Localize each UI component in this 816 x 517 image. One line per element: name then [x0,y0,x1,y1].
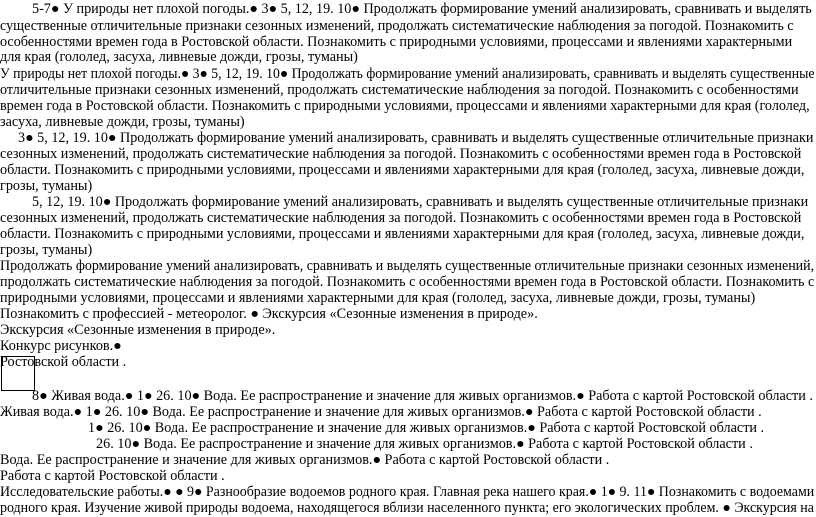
text-line: сезонных изменений, продолжать систематические наблюдения за погодой. Познакомить с особенностями времен года в Ростовской [0,146,802,162]
text-line: Конкурс рисунков.● [0,338,122,354]
text-line: области. Познакомить с природными условиями, процессами и явлениями характерными для края (гололед, засуха, ливневые дожди, [0,226,805,242]
text-line: засуха, ливневые дожди, грозы, туманы) [0,114,245,130]
text-line: Живая вода.● 1● 26. 10● Вода. Ее распространение и значение для живых организмов.● Работа с картой Ростовской области . [0,404,762,420]
text-line: Вода. Ее распространение и значение для живых организмов.● Работа с картой Ростовской области . [0,452,610,468]
text-line: Исследовательские работы.● ● 9● Разнообразие водоемов родного края. Главная река нашего края.● 1● 9. 11● Познакомить с водоемами [0,484,815,500]
text-line: У природы нет плохой погоды.● 3● 5, 12, 19. 10● Продолжать формирование умений анализировать, сравнивать и выделять существенные [0,66,815,82]
text-line: грозы, туманы) [0,242,93,258]
text-line: 3● 5, 12, 19. 10● Продолжать формирование умений анализировать, сравнивать и выделять существенные отличительные признаки [18,130,814,146]
text-line: особенностями времен года в Ростовской области. Познакомить с природными условиями, процессами и явлениями характерными [0,34,793,50]
text-line: 1● 26. 10● Вода. Ее распространение и значение для живых организмов.● Работа с картой Ростовской области . [88,420,765,436]
text-line: существенные отличительные признаки сезонных изменений, продолжать систематические наблюдения за погодой. Познакомить с [0,18,794,34]
text-line: Экскурсия «Сезонные изменения в природе». [0,322,276,338]
text-line: сезонных изменений, продолжать систематические наблюдения за погодой. Познакомить с особенностями времен года в Ростовской [0,210,802,226]
text-line: Продолжать формирование умений анализировать, сравнивать и выделять существенные отличительные признаки сезонных изменений, [0,258,815,274]
text-line: времен года в Ростовской области. Познакомить с природными условиями, процессами и явлениями характерными для края (гололед, [0,98,810,114]
text-line: Ростовской области . [0,354,127,370]
empty-picture-frame [1,356,35,391]
text-line: продолжать систематические наблюдения за погодой. Познакомить с особенностями времен года в Ростовской области. Познакомить с [0,274,815,290]
text-line: родного края. Изучение живой природы водоема, находящегося вблизи населенного пункта; его экологических проблем. ● Экскурсия на [0,500,814,516]
text-line: отличительные признаки сезонных изменений, продолжать систематические наблюдения за погодой. Познакомить с особенностями [0,82,799,98]
text-line: для края (гололед, засуха, ливневые дожди, грозы, туманы) [0,49,358,65]
text-line: 5-7● У природы нет плохой погоды.● 3● 5, 12, 19. 10● Продолжать формирование умений анализировать, сравнивать и выделять [32,1,812,17]
text-line: 5, 12, 19. 10● Продолжать формирование умений анализировать, сравнивать и выделять существенные отличительные признаки [32,194,809,210]
text-line: грозы, туманы) [0,178,93,194]
text-line: Работа с картой Ростовской области . [0,468,225,484]
text-line: природными условиями, процессами и явлениями характерными для края (гололед, засуха, ливневые дожди, грозы, туманы) [0,290,756,306]
text-line: области. Познакомить с природными условиями, процессами и явлениями характерными для края (гололед, засуха, ливневые дожди, [0,162,805,178]
text-line: 26. 10● Вода. Ее распространение и значение для живых организмов.● Работа с картой Ростовской области . [96,436,753,452]
text-line: 8● Живая вода.● 1● 26. 10● Вода. Ее распространение и значение для живых организмов.● Работа с картой Ростовской области . [32,388,813,404]
text-line: Познакомить с профессией - метеоролог. ● Экскурсия «Сезонные изменения в природе». [0,306,538,322]
